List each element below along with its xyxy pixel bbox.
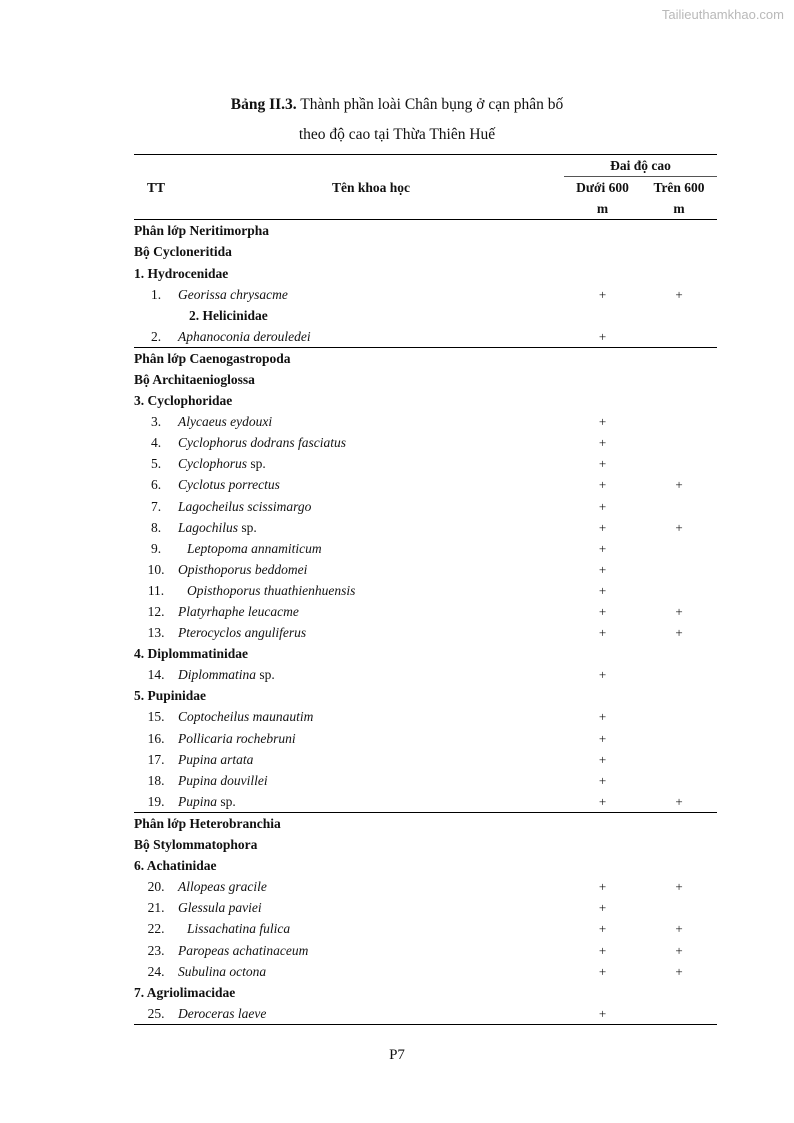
row-number: 23. xyxy=(147,942,165,958)
below-600-mark: + xyxy=(598,730,607,746)
below-600-mark: + xyxy=(598,286,607,302)
family-row xyxy=(134,390,717,411)
species-name xyxy=(178,411,564,432)
species-binomial: Pterocyclos anguliferus xyxy=(178,625,307,641)
family-label: 3. Cyclophoridae xyxy=(134,393,233,409)
below-600-mark: + xyxy=(598,942,607,958)
family-label: 6. Achatinidae xyxy=(134,858,217,874)
species-row xyxy=(134,432,717,453)
species-binomial: Cyclotus porrectus xyxy=(178,477,280,493)
species-row xyxy=(134,770,717,791)
below-600-mark: + xyxy=(564,1003,641,1025)
below-600-mark: + xyxy=(598,751,607,767)
row-number: 4. xyxy=(150,435,162,451)
species-name xyxy=(178,728,564,749)
species-row xyxy=(134,876,717,897)
species-row xyxy=(134,918,717,939)
family-row xyxy=(134,685,717,706)
species-suffix: sp. xyxy=(217,793,236,809)
species-name xyxy=(178,326,564,348)
below-600-mark: + xyxy=(598,667,607,683)
species-binomial: Paropeas achatinaceum xyxy=(178,942,309,958)
family-row xyxy=(134,982,717,1003)
species-name xyxy=(178,453,564,474)
row-number: 13. xyxy=(147,625,165,641)
species-binomial: Subulina octona xyxy=(178,963,267,979)
above-600-mark: + xyxy=(675,604,683,620)
species-name xyxy=(178,284,564,305)
taxon-group-label: Bộ Stylommatophora xyxy=(134,837,258,853)
below-600-mark: + xyxy=(598,604,607,620)
page-number: P7 xyxy=(389,1047,405,1063)
below-600-mark: + xyxy=(598,900,607,916)
watermark: Tailieuthamkhao.com xyxy=(661,7,784,22)
above-600-mark xyxy=(641,538,717,559)
above-600-mark xyxy=(641,1003,717,1025)
below-600-mark: + xyxy=(598,498,607,514)
species-row xyxy=(134,411,717,432)
species-row xyxy=(134,496,717,517)
family-row xyxy=(134,305,717,326)
species-name xyxy=(178,559,564,580)
below-600-mark: + xyxy=(598,414,607,430)
species-row xyxy=(134,580,717,601)
above-600-mark: + xyxy=(675,879,683,895)
taxon-group-row xyxy=(134,834,717,855)
above-600-mark xyxy=(641,897,717,918)
above-600-mark xyxy=(641,728,717,749)
species-binomial: Glessula paviei xyxy=(178,900,262,916)
header-below-600-unit: m xyxy=(564,198,641,220)
species-row xyxy=(134,559,717,580)
family-row xyxy=(134,855,717,876)
species-name xyxy=(178,432,564,453)
species-name xyxy=(178,791,564,813)
taxon-group-row xyxy=(134,347,717,369)
header-above-600-unit: m xyxy=(641,198,717,220)
below-600-mark: + xyxy=(598,540,607,556)
species-binomial: Lissachatina fulica xyxy=(187,921,291,937)
below-600-mark: + xyxy=(598,793,607,809)
row-number: 22. xyxy=(147,921,165,937)
species-name xyxy=(178,496,564,517)
species-binomial: Platyrhaphe leucacme xyxy=(178,604,299,620)
above-600-mark xyxy=(641,432,717,453)
header-below-600: Dưới 600 xyxy=(576,180,629,196)
above-600-mark: + xyxy=(675,793,683,809)
species-binomial: Pollicaria rochebruni xyxy=(178,730,296,746)
species-row xyxy=(134,664,717,685)
family-label: 1. Hydrocenidae xyxy=(134,265,229,281)
species-binomial: Pupina artata xyxy=(178,751,254,767)
row-number: 15. xyxy=(147,709,165,725)
species-row xyxy=(134,961,717,982)
row-number: 24. xyxy=(147,963,165,979)
species-row xyxy=(134,284,717,305)
species-binomial: Diplommatina xyxy=(178,667,257,683)
header-name-blank xyxy=(178,198,564,220)
species-row xyxy=(134,728,717,749)
above-600-mark: + xyxy=(675,286,683,302)
header-tt-blank xyxy=(134,198,178,220)
caption-line-2: theo độ cao tại Thừa Thiên Huế xyxy=(298,126,496,143)
species-row xyxy=(134,474,717,495)
row-number: 11. xyxy=(147,582,165,598)
species-row xyxy=(134,601,717,622)
family-row xyxy=(134,643,717,664)
header-tt-spacer xyxy=(134,155,178,177)
below-600-mark: + xyxy=(598,561,607,577)
below-600-mark: + xyxy=(598,582,607,598)
above-600-mark xyxy=(641,770,717,791)
species-binomial: Opisthoporus thuathienhuensis xyxy=(187,582,356,598)
species-binomial: Cyclophorus xyxy=(178,456,247,472)
row-number: 7. xyxy=(150,498,162,514)
above-600-mark xyxy=(641,664,717,685)
family-label: 2. Helicinidae xyxy=(189,307,268,323)
species-row xyxy=(134,706,717,727)
header-name-spacer xyxy=(178,155,564,177)
header-tt: TT xyxy=(146,179,165,195)
species-binomial: Georissa chrysacme xyxy=(178,286,288,302)
species-name xyxy=(178,580,564,601)
family-label: 7. Agriolimacidae xyxy=(134,984,236,1000)
below-600-mark: + xyxy=(598,519,607,535)
species-row xyxy=(134,622,717,643)
row-number: 3. xyxy=(150,414,162,430)
species-suffix: sp. xyxy=(247,456,266,472)
taxon-group-row xyxy=(134,812,717,834)
taxon-group-label: Phân lớp Caenogastropoda xyxy=(134,347,717,369)
species-name xyxy=(178,601,564,622)
header-scientific-name: Tên khoa học xyxy=(331,179,411,195)
species-name xyxy=(178,664,564,685)
species-binomial: Pupina douvillei xyxy=(178,772,268,788)
header-altitude-zone: Đai độ cao xyxy=(564,155,717,177)
species-name xyxy=(178,749,564,770)
row-number: 8. xyxy=(150,519,162,535)
below-600-mark: + xyxy=(598,709,607,725)
header-above-600: Trên 600 xyxy=(653,180,705,196)
below-600-mark: + xyxy=(598,921,607,937)
taxon-group-row xyxy=(134,369,717,390)
below-600-mark: + xyxy=(598,963,607,979)
species-name xyxy=(178,939,564,960)
below-600-mark: + xyxy=(598,435,607,451)
above-600-mark xyxy=(641,453,717,474)
row-number: 14. xyxy=(147,667,165,683)
species-name xyxy=(178,517,564,538)
species-name xyxy=(178,770,564,791)
species-row xyxy=(134,517,717,538)
species-row xyxy=(134,939,717,960)
below-600-mark: + xyxy=(598,625,607,641)
above-600-mark: + xyxy=(675,477,683,493)
row-number: 6. xyxy=(150,477,162,493)
table-caption xyxy=(0,96,794,114)
species-binomial: Coptocheilus maunautim xyxy=(178,709,314,725)
species-name xyxy=(178,918,564,939)
row-number: 16. xyxy=(147,730,165,746)
below-600-mark: + xyxy=(598,772,607,788)
species-suffix: sp. xyxy=(256,667,275,683)
above-600-mark xyxy=(641,580,717,601)
row-number: 2. xyxy=(150,328,162,344)
row-number: 10. xyxy=(147,561,165,577)
taxon-group-label: Bộ Cycloneritida xyxy=(134,244,232,260)
species-row xyxy=(134,538,717,559)
species-name xyxy=(178,876,564,897)
below-600-mark: + xyxy=(598,477,607,493)
row-number: 21. xyxy=(147,900,165,916)
species-binomial: Cyclophorus dodrans fasciatus xyxy=(178,435,347,451)
species-binomial: Leptopoma annamiticum xyxy=(187,540,322,556)
taxon-group-label: Bộ Architaenioglossa xyxy=(134,371,255,387)
species-table xyxy=(134,154,717,1025)
below-600-mark: + xyxy=(598,456,607,472)
species-binomial: Aphanoconia derouledei xyxy=(178,328,311,344)
above-600-mark: + xyxy=(675,519,683,535)
family-row xyxy=(134,262,717,283)
taxon-group-label: Phân lớp Neritimorpha xyxy=(134,223,269,239)
species-name xyxy=(178,706,564,727)
species-row xyxy=(134,1003,717,1025)
above-600-mark xyxy=(641,706,717,727)
above-600-mark xyxy=(641,749,717,770)
species-binomial: Deroceras laeve xyxy=(178,1005,267,1021)
above-600-mark: + xyxy=(675,625,683,641)
species-binomial: Opisthoporus beddomei xyxy=(178,561,308,577)
row-number: 19. xyxy=(147,793,165,809)
table-body xyxy=(134,220,717,1025)
species-row xyxy=(134,453,717,474)
species-name xyxy=(178,897,564,918)
species-row xyxy=(134,897,717,918)
below-600-mark: + xyxy=(598,879,607,895)
table-label: Bảng II.3. xyxy=(230,96,297,113)
row-number: 5. xyxy=(150,456,162,472)
caption-line-1: Thành phần loài Chân bụng ở cạn phân bố xyxy=(296,96,564,113)
species-binomial: Alycaeus eydouxi xyxy=(178,414,273,430)
row-number: 1. xyxy=(150,286,162,302)
species-name xyxy=(178,474,564,495)
row-number: 20. xyxy=(147,879,165,895)
species-row xyxy=(134,749,717,770)
species-name xyxy=(178,1003,564,1025)
above-600-mark: + xyxy=(675,963,683,979)
species-binomial: Lagochilus xyxy=(178,519,239,535)
species-binomial: Lagocheilus scissimargo xyxy=(178,498,312,514)
row-number: 9. xyxy=(150,540,162,556)
row-number: 25. xyxy=(134,1003,178,1025)
above-600-mark xyxy=(641,411,717,432)
family-label: 5. Pupinidae xyxy=(134,688,207,704)
species-row xyxy=(134,791,717,813)
above-600-mark xyxy=(641,559,717,580)
below-600-mark: + xyxy=(598,328,607,344)
above-600-mark: + xyxy=(675,942,683,958)
species-row xyxy=(134,326,717,348)
species-name xyxy=(178,538,564,559)
above-600-mark: + xyxy=(675,921,683,937)
taxon-group-row xyxy=(134,220,717,242)
species-name xyxy=(178,961,564,982)
species-name xyxy=(178,622,564,643)
species-suffix: sp. xyxy=(238,519,257,535)
row-number: 17. xyxy=(147,751,165,767)
taxon-group-row xyxy=(134,241,717,262)
species-binomial: Pupina xyxy=(178,793,217,809)
family-label: 4. Diplommatinidae xyxy=(134,646,249,662)
above-600-mark xyxy=(641,326,717,348)
taxon-group-label: Phân lớp Heterobranchia xyxy=(134,812,717,834)
above-600-mark xyxy=(641,496,717,517)
row-number: 18. xyxy=(147,772,165,788)
species-binomial: Allopeas gracile xyxy=(178,879,267,895)
row-number: 12. xyxy=(147,604,165,620)
